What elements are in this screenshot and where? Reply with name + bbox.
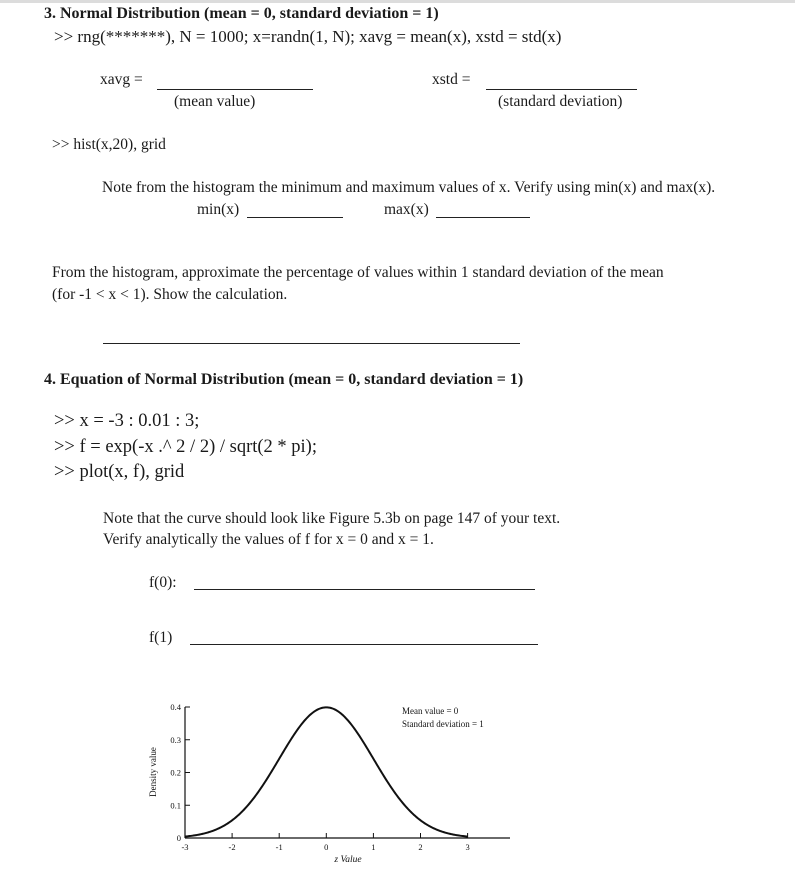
command-hist: >> hist(x,20), grid <box>52 136 166 153</box>
x-tick-label: -3 <box>181 842 189 852</box>
x-tick-label: -2 <box>228 842 236 852</box>
y-tick-label: 0.2 <box>170 767 181 778</box>
x-tick-label: 2 <box>418 842 423 852</box>
xavg-caption: (mean value) <box>174 93 256 110</box>
annotation-mean: Mean value = 0 <box>402 706 459 716</box>
x-tick-label: 0 <box>324 842 329 852</box>
command-rng-randn: >> rng(*******), N = 1000; x=randn(1, N); xavg = mean(x), xstd = std(x) <box>54 27 562 46</box>
code-line-x: >> x = -3 : 0.01 : 3; <box>54 411 200 431</box>
x-tick-label: 1 <box>371 842 376 852</box>
y-tick-label: 0.1 <box>170 800 181 811</box>
section-4-heading: 4. Equation of Normal Distribution (mean = 0, standard deviation = 1) <box>44 371 524 388</box>
y-axis-label: Density value <box>148 747 158 797</box>
histogram-note: Note from the histogram the minimum and maximum values of x. Verify using min(x) and max(x). <box>102 179 716 196</box>
curve-note-line2: Verify analytically the values of f for x = 0 and x = 1. <box>103 531 434 548</box>
min-label: min(x) <box>197 201 240 218</box>
percentage-question-line1: From the histogram, approximate the percentage of values within 1 standard deviation of the mean <box>52 264 664 281</box>
xavg-label: xavg = <box>100 71 143 88</box>
f0-label: f(0): <box>149 574 177 591</box>
section-3-heading: 3. Normal Distribution (mean = 0, standard deviation = 1) <box>44 5 439 22</box>
x-tick-label: -1 <box>275 842 283 852</box>
y-tick-label: 0.4 <box>170 702 181 712</box>
x-tick-label: 3 <box>465 842 470 852</box>
f1-label: f(1) <box>149 629 173 646</box>
y-tick-label: 0.3 <box>170 734 181 745</box>
xstd-caption: (standard deviation) <box>498 93 623 110</box>
x-axis-label: z Value <box>334 855 362 865</box>
percentage-question-line2: (for -1 < x < 1). Show the calculation. <box>52 286 288 303</box>
xstd-label: xstd = <box>432 71 471 88</box>
code-line-f: >> f = exp(-x .^ 2 / 2) / sqrt(2 * pi); <box>54 437 317 457</box>
code-line-plot: >> plot(x, f), grid <box>54 462 185 482</box>
y-tick-label: 0 <box>176 833 181 843</box>
curve-note-line1: Note that the curve should look like Figure 5.3b on page 147 of your text. <box>103 510 561 527</box>
annotation-std: Standard deviation = 1 <box>402 719 484 729</box>
max-label: max(x) <box>384 201 429 218</box>
